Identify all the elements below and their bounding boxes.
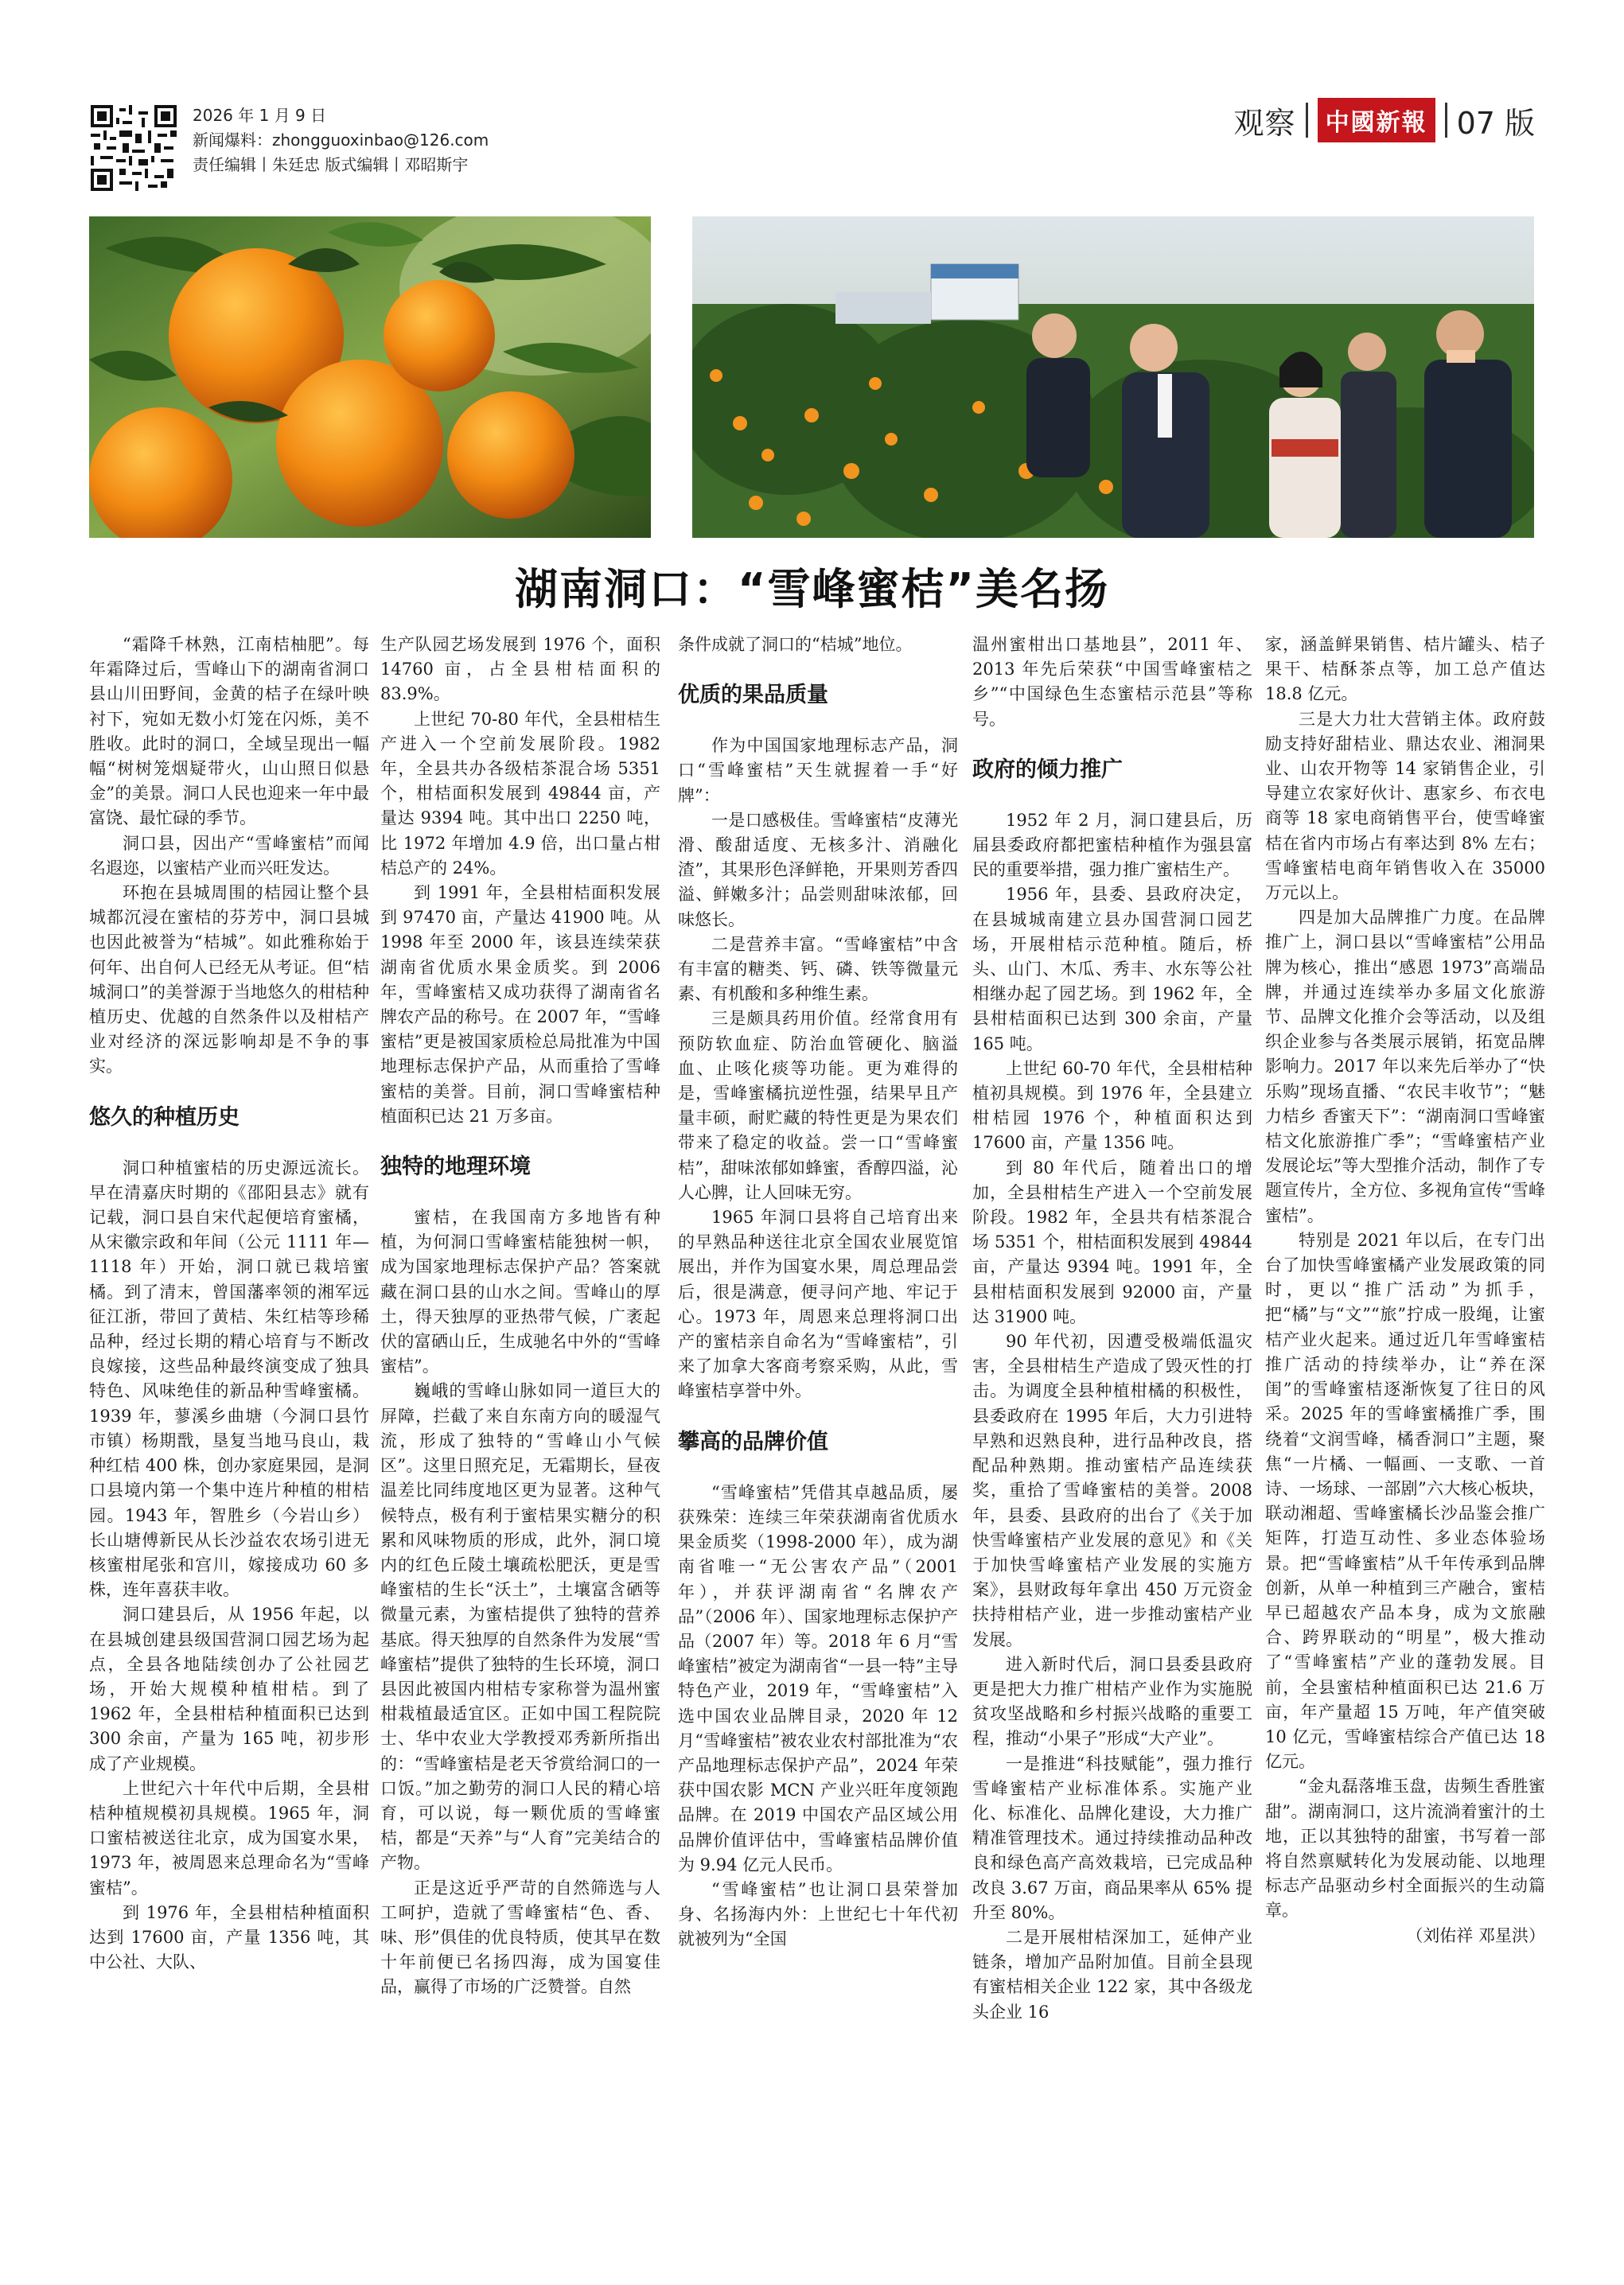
paragraph: 90 年代初，因遭受极端低温灾害，全县柑桔生产造成了毁灭性的打击。为调度全县种植柑橘的积极性，县委政府在 1995 年后，大力引进特早熟和迟熟良种，进行品种改良，搭配品种熟期。推动蜜桔产品连续获奖，重拾了雪峰蜜桔的美誉。2008 年，县委、县政府的出台了《关于加快雪峰蜜桔产业发展的意见》和《关于加快雪峰蜜桔产业发展的实施方案》，县财政每年拿出 450 万元资金扶持柑桔产业，进一步推动蜜桔产业发展。	[972, 1332, 1252, 1649]
paragraph: 正是这近乎严苛的自然筛选与人工呵护，造就了雪峰蜜桔“色、香、味、形”俱佳的优良特质，使其早在数十年前便已名扬四海，成为国宴佳品，赢得了市场的广泛赞誉。自然	[380, 1878, 660, 1997]
paragraph: 四是加大品牌推广力度。在品牌推广上，洞口县以“雪峰蜜桔”公用品牌为核心，推出“感恩 1973”高端品牌，并通过连续举办多届文化旅游节、品牌文化推介会等活动，以及组织企业参与各类展示展销，拓宽品牌影响力。2017 年以来先后举办了“快乐购”现场直播、“农民丰收节”；“魅力桔乡 香蜜天下”：“湖南洞口雪峰蜜桔文化旅游推广季”；“雪峰蜜桔产业发展论坛”等大型推介活动，制作了专题宣传片，全方位、多视角宣传“雪峰蜜桔”。	[1265, 908, 1545, 1225]
divider	[1306, 103, 1308, 138]
paragraph: 到 80 年代后，随着出口的增加，全县柑桔生产进入一个空前发展阶段。1982 年，全县共有桔茶混合场 5351 个，柑桔面积发展到 49844 亩，产量达 9394 吨。1991 年，全县柑桔面积发展到 92000 亩，产量达 31900 吨。	[972, 1158, 1252, 1326]
paragraph: 洞口建县后，从 1956 年起，以在县城创建县级国营洞口园艺场为起点，全县各地陆续创办了公社园艺场，开始大规模种植柑桔。到了 1962 年，全县柑桔种植面积已达到 300 余亩，产量为 165 吨，初步形成了产业规模。	[89, 1605, 369, 1773]
paragraph: “霜降千林熟，江南桔柚肥”。每年霜降过后，雪峰山下的湖南省洞口县山川田野间，金黄的桔子在绿叶映衬下，宛如无数小灯笼在闪烁，美不胜收。此时的洞口，全域呈现出一幅幅“树树笼烟疑带火，山山照日似悬金”的美景。洞口人民也迎来一年中最富饶、最忙碌的季节。	[89, 635, 369, 828]
article-column-3	[678, 633, 958, 1952]
paragraph: 上世纪 70-80 年代，全县柑桔生产进入一个空前发展阶段。1982 年，全县共办各级桔茶混合场 5351 个，柑桔面积发展到 49844 亩，产量达 9394 吨。其中出口 2250 吨，比 1972 年增加 4.9 倍，出口量占柑桔总产的 24%。	[380, 709, 660, 878]
paragraph: 一是推进“科技赋能”，强力推行雪峰蜜桔产业标准体系。实施产业化、标准化、品牌化建设，大力推广精准管理技术。通过持续推动品种改良和绿色高产高效栽培，已完成品种改良 3.67 万亩，商品果率从 65% 提升至 80%。	[972, 1754, 1252, 1922]
paragraph: 作为中国国家地理标志产品，洞口“雪峰蜜桔”天生就握着一手“好牌”：	[678, 736, 958, 805]
paragraph: 环抱在县城周围的桔园让整个县城都沉浸在蜜桔的芬芳中，洞口县城也因此被誉为“桔城”。如此雅称始于何年、出自何人已经无从考证。但“桔城洞口”的美誉源于当地悠久的柑桔种植历史、优越的自然条件以及柑桔产业对经济的深远影响却是不争的事实。	[89, 883, 369, 1076]
paragraph: 1956 年，县委、县政府决定，在县城城南建立县办国营洞口园艺场，开展柑桔示范种植。随后，桥头、山门、木瓜、秀丰、水东等公社相继办起了园艺场。到 1962 年，全县柑桔面积已达到 300 余亩，产量 165 吨。	[972, 885, 1252, 1053]
paragraph: 到 1976 年，全县柑桔种植面积达到 17600 亩，产量 1356 吨，其中公社、大队、	[89, 1902, 369, 1972]
paragraph: 1965 年洞口县将自己培育出来的早熟品种送往北京全国农业展览馆展出，并作为国宴水果，周总理品尝后，很是满意，便寻问产地、牢记于心。1973 年，周恩来总理将洞口出产的蜜桔亲自命名为“雪峰蜜桔”，引来了加拿大客商考察采购，从此，雪峰蜜桔享誉中外。	[678, 1208, 958, 1401]
article-column-4	[972, 633, 1252, 2025]
article-column-5	[1265, 633, 1545, 1948]
paragraph: 特别是 2021 年以后，在专门出台了加快雪峰蜜橘产业发展政策的同时，更以“推广活动”为抓手，把“橘”与“文”“旅”拧成一股绳，让蜜桔产业火起来。通过近几年雪峰蜜桔推广活动的持续举办，让“养在深闺”的雪峰蜜桔逐渐恢复了往日的风采。2025 年的雪峰蜜橘推广季，围绕着“文润雪峰，橘香洞口”主题，聚焦“一片橘、一幅画、一支歌、一首诗、一场球、一部剧”六大核心板块，联动湘超、雪峰蜜橘长沙品鉴会推广矩阵，打造互动性、多业态体验场景。把“雪峰蜜桔”从千年传承到品牌创新，从单一种植到三产融合，蜜桔早已超越农产品本身，成为文旅融合、跨界联动的“明星”，极大推动了“雪峰蜜桔”产业的蓬勃发展。目前，全县蜜桔种植面积已达 21.6 万亩，年产量超 15 万吨，年产值突破 10 亿元，雪峰蜜桔综合产值已达 18 亿元。	[1265, 1230, 1545, 1772]
section-heading: 悠久的种植历史	[89, 1104, 240, 1130]
issue-date: 2026 年 1 月 9 日	[193, 106, 327, 125]
paragraph-continued: 家，涵盖鲜果销售、桔片罐头、桔子果干、桔酥茶点等，加工总产值达 18.8 亿元。	[1265, 635, 1545, 704]
paragraph: 三是大力壮大营销主体。政府鼓励支持好甜桔业、鼎达农业、湘洞果业、山农开物等 14 家销售企业，引导建立农家好伙计、惠家乡、布衣电商等 18 家电商销售平台，使雪峰蜜桔在省内市场占有率达到 8% 左右；雪峰蜜桔电商年销售收入在 35000 万元以上。	[1265, 709, 1545, 903]
oranges-photo	[89, 216, 651, 538]
paragraph: 上世纪六十年代中后期，全县柑桔种植规模初具规模。1965 年，洞口蜜桔被送往北京，成为国宴水果，1973 年，被周恩来总理命名为“雪峰蜜桔”。	[89, 1778, 369, 1898]
section-heading: 优质的果品质量	[678, 683, 828, 708]
section-heading: 攀高的品牌价值	[678, 1429, 828, 1454]
paragraph: 洞口县，因出产“雪峰蜜桔”而闻名遐迩，以蜜桔产业而兴旺发达。	[89, 833, 369, 878]
paragraph-continued: 温州蜜柑出口基地县”，2011 年、2013 年先后荣获“中国雪峰蜜桔之乡”“中国绿色生态蜜桔示范县”等称号。	[972, 635, 1252, 729]
author-byline: （刘佑祥 邓星洪）	[1406, 1925, 1545, 1945]
paragraph: “雪峰蜜桔”凭借其卓越品质，屡获殊荣：连续三年荣获湖南省优质水果金质奖（1998-2000 年），成为湖南省唯一“无公害农产品”（2001 年），并获评湖南省“名牌农产品”（2006 年）、国家地理标志保护产品（2007 年）等。2018 年 6 月“雪峰蜜桔”被定为湖南省“一县一特”主导特色产业，2019 年，“雪峰蜜桔”入选中国农业品牌目录，2020 年 12 月“雪峰蜜桔”被农业农村部批准为“农产品地理标志保护产品”，2024 年荣获中国农影 MCN 产业兴旺年度领跑品牌。在 2019 中国农产品区域公用品牌价值评估中，雪峰蜜桔品牌价值为 9.94 亿元人民币。	[678, 1482, 958, 1874]
newspaper-logo: 中國新報	[1318, 98, 1435, 142]
article-headline: 湖南洞口：“雪峰蜜桔”美名扬	[515, 564, 1109, 614]
news-hotline: 新闻爆料：zhongguoxinbao@126.com	[193, 130, 489, 150]
paragraph: “金丸磊落堆玉盘，齿频生香胜蜜甜”。湖南洞口，这片流淌着蜜汁的土地，正以其独特的甜蜜，书写着一部将自然禀赋转化为发展动能、以地理标志产品驱动乡村全面振兴的生动篇章。	[1265, 1777, 1545, 1921]
paragraph: 巍峨的雪峰山脉如同一道巨大的屏障，拦截了来自东南方向的暖湿气流，形成了独特的“雪峰山小气候区”。这里日照充足，无霜期长，昼夜温差比同纬度地区更为显著。这种气候特点，极有利于蜜桔果实糖分的积累和风味物质的形成，此外，洞口境内的红色丘陵土壤疏松肥沃，更是雪峰蜜桔的生长“沃土”，土壤富含硒等微量元素，为蜜桔提供了独特的营养基底。得天独厚的自然条件为发展“雪峰蜜桔”提供了独特的生长环境，洞口县因此被国内柑桔专家称誉为温州蜜柑栽植最适宜区。正如中国工程院院士、华中农业大学教授邓秀新所指出的：“雪峰蜜桔是老天爷赏给洞口的一口饭。”加之勤劳的洞口人民的精心培育，可以说，每一颗优质的雪峰蜜桔，都是“天养”与“人育”完美结合的产物。	[380, 1381, 660, 1873]
article-column-2	[380, 633, 660, 2000]
section-heading: 政府的倾力推广	[972, 757, 1123, 782]
edition-number: 07 版	[1456, 105, 1535, 141]
paragraph-continued: 生产队园艺场发展到 1976 个，面积 14760 亩，占全县柑桔面积的 83.9%。	[380, 635, 660, 704]
paragraph-continued: 条件成就了洞口的“桔城”地位。	[678, 635, 913, 654]
paragraph: 进入新时代后，洞口县委县政府更是把大力推广柑桔产业作为实施脱贫攻坚战略和乡村振兴战略的重要工程，推动“小果子”形成“大产业”。	[972, 1654, 1252, 1749]
paragraph: 二是开展柑桔深加工，延伸产业链条，增加产品附加值。目前全县现有蜜桔相关企业 122 家，其中各级龙头企业 16	[972, 1927, 1252, 2022]
section-heading: 独特的地理环境	[380, 1154, 531, 1180]
paragraph: 一是口感极佳。雪峰蜜桔“皮薄光滑、酸甜适度、无核多汁、消融化渣”，其果形色泽鲜艳，开果则芳香四溢、鲜嫩多汁；品尝则甜味浓郁，回味悠长。	[678, 810, 958, 929]
paragraph: 二是营养丰富。“雪峰蜜桔”中含有丰富的糖类、钙、磷、铁等微量元素、有机酸和多种维生素。	[678, 934, 958, 1004]
paragraph: 洞口种植蜜桔的历史源远流长。早在清嘉庆时期的《邵阳县志》就有记载，洞口县自宋代起便培育蜜橘，从宋徽宗政和年间（公元 1111 年—1118 年）开始，洞口就已栽培蜜橘。到了清末，曾国藩率领的湘军远征江浙，带回了黄桔、朱红桔等珍稀品种，经过长期的精心培育与不断改良嫁接，这些品种最终演变成了独具特色、风味绝佳的新品种雪峰蜜橘。1939 年，蓼溪乡曲塘（今洞口县竹市镇）杨期戬，垦复当地马良山，栽种红桔 400 株，创办家庭果园，是洞口县境内第一个集中连片种植的柑桔园。1943 年，智胜乡（今岩山乡）长山塘傅新民从长沙益农农场引进无核蜜柑尾张和宫川，嫁接成功 60 多株，连年喜获丰收。	[89, 1158, 369, 1600]
paragraph: 到 1991 年，全县柑桔面积发展到 97470 亩，产量达 41900 吨。从 1998 年至 2000 年，该县连续荣获湖南省优质水果金质奖。到 2006 年，雪峰蜜桔又成功获得了湖南省名牌农产品的称号。在 2007 年，“雪峰蜜桔”更是被国家质检总局批准为中国地理标志保护产品，从而重拾了雪峰蜜桔的美誉。目前，洞口雪峰蜜桔种植面积已达 21 万多亩。	[380, 883, 660, 1126]
paragraph: 1952 年 2 月，洞口建县后，历届县委政府都把蜜桔种植作为强县富民的重要举措，强力推广蜜桔生产。	[972, 810, 1252, 880]
section-name: 观察	[1233, 105, 1296, 141]
divider	[1445, 103, 1447, 138]
paragraph: 蜜桔，在我国南方多地皆有种植，为何洞口雪峰蜜桔能独树一帜，成为国家地理标志保护产品？答案就藏在洞口县的山水之间。雪峰山的厚土，得天独厚的亚热带气候，广袤起伏的富硒山丘，生成驰名中外的“雪峰蜜桔”。	[380, 1208, 660, 1376]
masthead-meta	[193, 103, 489, 177]
paragraph: “雪峰蜜桔”也让洞口县荣誉加身、名扬海内外：上世纪七十年代初就被列为“全国	[678, 1879, 958, 1949]
editor-credits: 责任编辑丨朱廷忠 版式编辑丨邓昭斯宇	[193, 155, 469, 174]
paragraph: 上世纪 60-70 年代，全县柑桔种植初具规模。到 1976 年，全县建立柑桔园 1976 个，种植面积达到 17600 亩，产量 1356 吨。	[972, 1058, 1252, 1153]
page-header-right	[1234, 95, 1535, 145]
qr-code	[91, 105, 177, 191]
paragraph: 三是颇具药用价值。经常食用有预防软血症、防治血管硬化、脑溢血、止咳化痰等功能。更为难得的是，雪峰蜜橘抗逆性强，结果早且产量丰硕，耐贮藏的特性更是为果农们带来了稳定的收益。尝一口“雪峰蜜桔”，甜味浓郁如蜂蜜，香醇四溢，沁人心脾，让人回味无穷。	[678, 1009, 958, 1202]
orchard-visit-photo	[692, 216, 1534, 538]
article-column-1	[89, 633, 369, 1975]
